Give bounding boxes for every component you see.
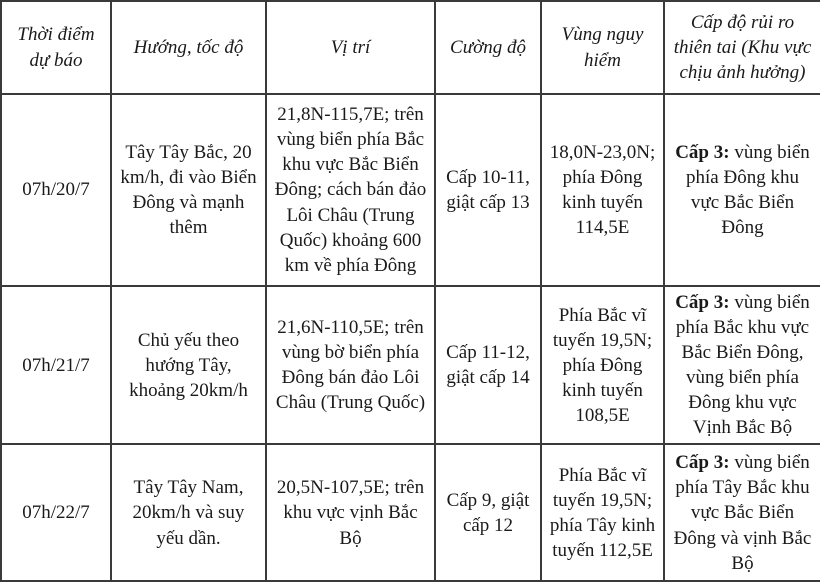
column-header-disaster-risk-level: Cấp độ rủi ro thiên tai (Khu vực chịu ảnh hưởng): [664, 1, 820, 94]
cell-intensity: Cấp 9, giật cấp 12: [435, 444, 541, 581]
table-header: [1, 1, 820, 94]
cell-forecast-time: 07h/22/7: [1, 444, 111, 581]
cell-intensity: Cấp 11-12, giật cấp 14: [435, 286, 541, 444]
table-row: [1, 286, 820, 444]
header-row: [1, 1, 820, 94]
table-row: [1, 94, 820, 286]
cell-position: 20,5N-107,5E; trên khu vực vịnh Bắc Bộ: [266, 444, 435, 581]
cell-direction-speed: Chủ yếu theo hướng Tây, khoảng 20km/h: [111, 286, 266, 444]
risk-area-text: vùng biển phía Đông khu vực Bắc Biển Đông: [686, 141, 810, 239]
cell-position: 21,6N-110,5E; trên vùng bờ biển phía Đông bán đảo Lôi Châu (Trung Quốc): [266, 286, 435, 444]
cell-disaster-risk: [664, 286, 820, 444]
risk-area-text: vùng biển phía Tây Bắc khu vực Bắc Biển Đông và vịnh Bắc Bộ: [673, 452, 812, 574]
risk-area-text: vùng biển phía Bắc khu vực Bắc Biển Đông, vùng biển phía Đông khu vực Vịnh Bắc Bộ: [675, 292, 810, 439]
cell-disaster-risk: [664, 444, 820, 581]
risk-level-badge: Cấp 3:: [675, 141, 730, 163]
cell-position: 21,8N-115,7E; trên vùng biển phía Bắc khu vực Bắc Biển Đông; cách bán đảo Lôi Châu (Trung Quốc) khoảng 600 km về phía Đông: [266, 94, 435, 286]
cell-direction-speed: Tây Tây Bắc, 20 km/h, đi vào Biển Đông và mạnh thêm: [111, 94, 266, 286]
cell-danger-zone: Phía Bắc vĩ tuyến 19,5N; phía Tây kinh tuyến 112,5E: [541, 444, 664, 581]
cell-intensity: Cấp 10-11, giật cấp 13: [435, 94, 541, 286]
table-row: [1, 444, 820, 581]
column-header-position: Vị trí: [266, 1, 435, 94]
column-header-intensity: Cường độ: [435, 1, 541, 94]
column-header-forecast-time: Thời điểm dự báo: [1, 1, 111, 94]
cell-forecast-time: 07h/20/7: [1, 94, 111, 286]
risk-level-badge: Cấp 3:: [675, 452, 730, 474]
cell-danger-zone: 18,0N-23,0N; phía Đông kinh tuyến 114,5E: [541, 94, 664, 286]
column-header-danger-zone: Vùng nguy hiểm: [541, 1, 664, 94]
cell-direction-speed: Tây Tây Nam, 20km/h và suy yếu dần.: [111, 444, 266, 581]
table-body: [1, 94, 820, 581]
column-header-direction-speed: Hướng, tốc độ: [111, 1, 266, 94]
cell-danger-zone: Phía Bắc vĩ tuyến 19,5N; phía Đông kinh tuyến 108,5E: [541, 286, 664, 444]
cell-disaster-risk: [664, 94, 820, 286]
cell-forecast-time: 07h/21/7: [1, 286, 111, 444]
risk-level-badge: Cấp 3:: [675, 292, 730, 313]
